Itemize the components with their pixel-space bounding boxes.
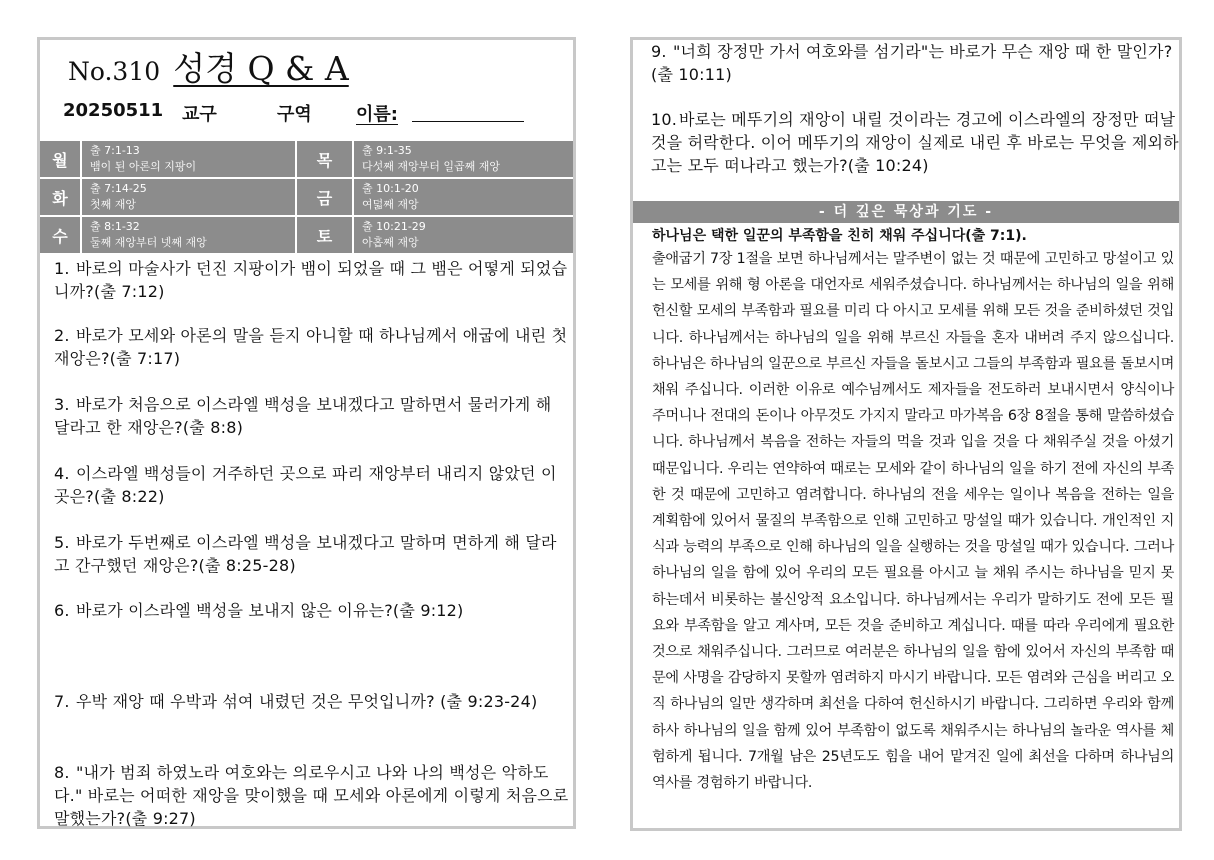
question-number: 4. — [54, 464, 70, 483]
question-number: 10. — [651, 110, 678, 129]
question-item — [54, 599, 572, 622]
schedule-reading — [82, 141, 295, 177]
schedule-ref: 출 10:1-20 — [362, 182, 419, 195]
meditation-title: 하나님은 택한 일꾼의 부족함을 친히 채워 주십니다(출 7:1). — [652, 228, 1027, 244]
title-row — [68, 43, 349, 90]
schedule-desc: 여덟째 재앙 — [362, 198, 419, 211]
schedule-reading — [82, 217, 295, 253]
schedule-reading — [354, 217, 573, 253]
question-number: 9. — [651, 42, 667, 61]
question-text: 바로가 처음으로 이스라엘 백성을 보내겠다고 말하면서 물러가게 해 달라고 한 재앙은?(출 8:8) — [54, 395, 552, 437]
name-line — [412, 121, 524, 122]
question-item — [54, 393, 572, 439]
schedule-desc: 첫째 재앙 — [90, 198, 137, 211]
district-label: 구역 — [277, 104, 312, 125]
date-label: 20250511 — [63, 100, 164, 121]
schedule-desc: 다섯째 재앙부터 일곱째 재앙 — [362, 160, 501, 173]
schedule-reading — [354, 141, 573, 177]
question-text: "내가 범죄 하였노라 여호와는 의로우시고 나와 나의 백성은 악하도다." 바로는 어떠한 재앙을 맞이했을 때 모세와 아론에게 이렇게 처음으로 말했는가?(출 9:27) — [54, 763, 569, 828]
question-item — [54, 324, 572, 370]
question-number: 7. — [54, 692, 70, 711]
question-item — [54, 690, 572, 713]
schedule-desc: 둘째 재앙부터 넷째 재앙 — [90, 236, 207, 249]
question-item — [651, 108, 1179, 177]
question-item — [54, 761, 572, 830]
schedule-reading — [354, 179, 573, 215]
question-text: 바로의 마술사가 던진 지팡이가 뱀이 되었을 때 그 뱀은 어떻게 되었습니까?(출 7:12) — [54, 259, 568, 301]
question-text: 바로가 이스라엘 백성을 보내지 않은 이유는?(출 9:12) — [76, 601, 464, 620]
schedule-day: 금 — [297, 179, 352, 215]
schedule-day: 수 — [40, 217, 80, 253]
question-text: 바로가 모세와 아론의 말을 듣지 아니할 때 하나님께서 애굽에 내린 첫 재앙은?(출 7:17) — [54, 326, 568, 368]
question-number: 8. — [54, 763, 70, 782]
question-number: 1. — [54, 259, 70, 278]
schedule-desc: 뱀이 된 아론의 지팡이 — [90, 160, 197, 173]
question-item — [54, 462, 572, 508]
schedule-ref: 출 7:14-25 — [90, 182, 147, 195]
schedule-day: 목 — [297, 141, 352, 177]
schedule-reading — [82, 179, 295, 215]
church-label: 교구 — [182, 104, 217, 125]
page-title: 성경 Q & A — [173, 49, 349, 88]
issue-number: No.310 — [68, 57, 161, 86]
question-text: 이스라엘 백성들이 거주하던 곳으로 파리 재앙부터 내리지 않았던 이곳은?(출 8:22) — [54, 464, 557, 506]
right-panel — [630, 37, 1182, 831]
schedule-day: 월 — [40, 141, 80, 177]
question-text: "너희 장정만 가서 여호와를 섬기라"는 바로가 무슨 재앙 때 한 말인가?(출 10:11) — [651, 42, 1173, 84]
schedule-desc: 아홉째 재앙 — [362, 236, 419, 249]
question-text: 바로가 두번째로 이스라엘 백성을 보내겠다고 말하며 면하게 해 달라고 간구했던 재앙은?(출 8:25-28) — [54, 533, 557, 575]
question-number: 2. — [54, 326, 70, 345]
question-item — [54, 257, 572, 303]
meditation-heading: - 더 깊은 묵상과 기도 - — [633, 201, 1179, 223]
left-panel — [37, 37, 576, 829]
info-row — [40, 100, 573, 130]
schedule-ref: 출 9:1-35 — [362, 144, 412, 157]
question-number: 6. — [54, 601, 70, 620]
meditation-body: 출애굽기 7장 1절을 보면 하나님께서는 말주변이 없는 것 때문에 고민하고 망설이고 있는 모세를 위해 형 아론을 대언자로 세워주셨습니다. 하나님께서는 하나님의 일을 위해 헌신할 모세의 부족함과 필요를 미리 다 아시고 모세를 위해 모든 것을 준비하셨던 것입니다. 하나님께서는 하나님의 일을 위해 부르신 자들을 혼자 내버려 주지 않으십니다. 하나님은 하나님의 일꾼으로 부르신 자들을 돌보시고 그들의 부족함과 필요를 돌보시며 채워 주십니다. 이러한 이유로 예수님께서도 제자들을 전도하러 보내시면서 양식이나 주머니나 전대의 돈이나 아무것도 가지지 말라고 마가복음 6장 8절을 통해 말씀하셨습니다. 하나님께서 복음을 전하는 자들의 먹을 것과 입을 것을 다 채워주실 것을 아셨기 때문입니다. 우리는 연약하여 때로는 모세와 같이 하나님의 일을 하기 전에 자신의 부족한 것 때문에 고민하고 염려합니다. 하나님의 전을 세우는 일이나 복음을 전하는 일을 계획함에 있어서 물질의 부족함으로 인해 고민하고 망설일 때가 있습니다. 개인적인 지식과 능력의 부족으로 인해 하나님의 일을 실행하는 것을 망설일 때가 있습니다. 그러나 하나님의 일을 함에 있어 우리의 모든 필요를 아시고 늘 채워 주시는 하나님을 믿지 못하는데서 비롯하는 불신앙적 요소입니다. 하나님께서는 우리가 말하기도 전에 모든 필요와 부족함을 알고 계사며, 모든 것을 준비하고 계십니다. 때를 따라 우리에게 필요한 것으로 채워주십니다. 그러므로 여러분은 하나님의 일을 함에 있어서 자신의 부족함 때문에 사명을 감당하지 못할까 염려하지 마시기 바랍니다. 모든 염려와 근심을 버리고 오직 하나님의 일만 생각하며 최선을 다하여 헌신하시기 바랍니다. 그리하면 우리와 함께 하사 하나님의 일을 함께 있어 부족함이 없도록 채워주시는 하나님의 놀라운 역사를 체험하게 됩니다. 7개월 남은 25년도도 힘을 내어 맡겨진 일에 최선을 다하며 하나님의 역사를 경험하기 바랍니다. — [652, 251, 1174, 792]
question-text: 우박 재앙 때 우박과 섞여 내렸던 것은 무엇입니까? (출 9:23-24) — [76, 692, 538, 711]
schedule-ref: 출 10:21-29 — [362, 220, 426, 233]
question-number: 5. — [54, 533, 70, 552]
schedule-ref: 출 8:1-32 — [90, 220, 140, 233]
schedule-ref: 출 7:1-13 — [90, 144, 140, 157]
name-label: 이름: — [356, 104, 398, 125]
question-number: 3. — [54, 395, 70, 414]
schedule-day: 토 — [297, 217, 352, 253]
schedule-day: 화 — [40, 179, 80, 215]
question-item — [651, 40, 1179, 86]
reading-schedule — [40, 141, 573, 256]
question-text: 바로는 메뚜기의 재앙이 내릴 것이라는 경고에 이스라엘의 장정만 떠날 것을 허락한다. 이어 메뚜기의 재앙이 실제로 내린 후 바로는 무엇을 제외하고는 모두 떠나라고 했는가?(출 10:24) — [651, 110, 1179, 175]
question-item — [54, 531, 572, 577]
